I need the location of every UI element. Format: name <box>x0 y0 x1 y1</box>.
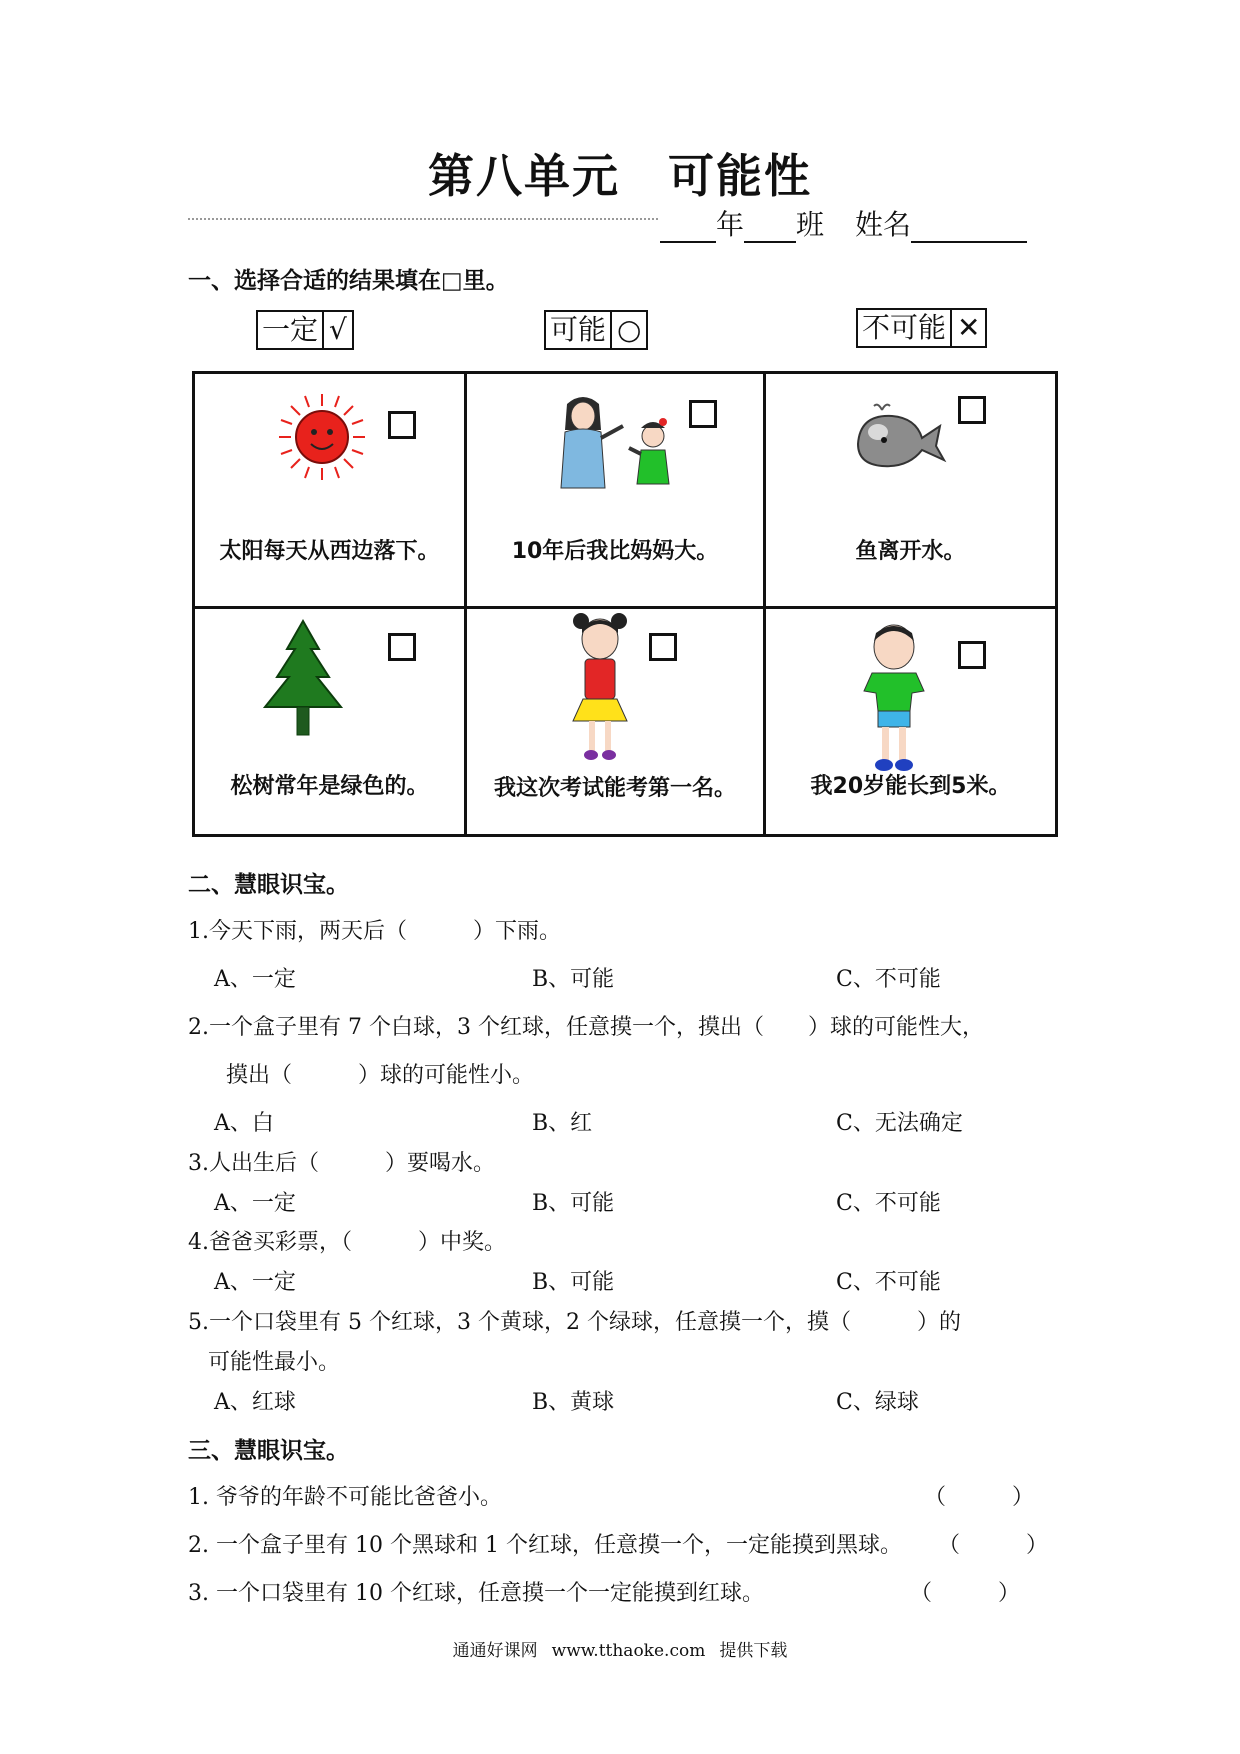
option-a[interactable]: A、白 <box>214 1111 274 1136</box>
judgement-item: 3. 一个口袋里有 10 个红球，任意摸一个一定能摸到红球。 <box>188 1581 764 1606</box>
option-c[interactable]: C、不可能 <box>836 1191 941 1216</box>
option-a[interactable]: A、一定 <box>214 967 296 992</box>
sun-icon <box>277 392 367 482</box>
dotted-separator <box>188 218 658 220</box>
option-b[interactable]: B、可能 <box>532 967 615 992</box>
answer-checkbox[interactable] <box>689 400 717 428</box>
answer-checkbox[interactable] <box>388 411 416 439</box>
pine-tree-icon <box>257 617 349 739</box>
question-3: 3.人出生后（ ）要喝水。 <box>188 1151 495 1176</box>
check-icon: √ <box>329 313 347 346</box>
judgement-item: 1. 爷爷的年龄不可能比爸爸小。 <box>188 1485 502 1510</box>
name-blank[interactable] <box>911 211 1027 243</box>
option-a[interactable]: A、一定 <box>214 1270 296 1295</box>
cross-icon: ✕ <box>957 311 981 344</box>
mother-and-girl-icon <box>549 392 699 492</box>
grid-cell: 松树常年是绿色的。 <box>195 609 464 837</box>
whale-icon <box>852 400 948 472</box>
circle-icon: ○ <box>617 313 642 346</box>
judgement-answer-blank[interactable]: （ ） <box>938 1533 1049 1558</box>
page-title: 第八单元 可能性 <box>428 149 812 203</box>
question-2-line2: 摸出（ ）球的可能性小。 <box>226 1063 535 1088</box>
girl-icon <box>565 611 635 769</box>
grid-cell: 我20岁能长到5米。 <box>766 609 1055 837</box>
legend-possible: 可能 ○ <box>544 310 648 350</box>
boy-icon <box>854 621 934 777</box>
judgement-answer-blank[interactable]: （ ） <box>910 1581 1021 1606</box>
option-c[interactable]: C、无法确定 <box>836 1111 963 1136</box>
grid-cell: 我这次考试能考第一名。 <box>467 609 763 837</box>
footer-link[interactable]: www.tthaoke.com <box>551 1641 706 1661</box>
judgement-item: 2. 一个盒子里有 10 个黑球和 1 个红球，任意摸一个，一定能摸到黑球。 <box>188 1533 902 1558</box>
answer-checkbox[interactable] <box>958 641 986 669</box>
question-4: 4.爸爸买彩票，（ ）中奖。 <box>188 1230 506 1255</box>
option-a[interactable]: A、一定 <box>214 1191 296 1216</box>
option-b[interactable]: B、黄球 <box>532 1390 615 1415</box>
grid-cell: 鱼离开水。 <box>766 374 1055 606</box>
grid-cell: 10年后我比妈妈大。 <box>467 374 763 606</box>
student-info: 年 班 姓名 <box>660 203 1027 243</box>
option-c[interactable]: C、绿球 <box>836 1390 919 1415</box>
answer-checkbox[interactable] <box>958 396 986 424</box>
section3-heading: 三、慧眼识宝。 <box>188 1438 349 1464</box>
page-footer: 通通好课网 www.tthaoke.com 提供下载 <box>452 1641 788 1661</box>
grid-cell: 太阳每天从西边落下。 <box>195 374 464 606</box>
answer-checkbox[interactable] <box>649 633 677 661</box>
judgement-answer-blank[interactable]: （ ） <box>924 1485 1035 1510</box>
question-5-line2: 可能性最小。 <box>208 1350 341 1375</box>
option-c[interactable]: C、不可能 <box>836 967 941 992</box>
section2-heading: 二、慧眼识宝。 <box>188 872 349 898</box>
legend-impossible: 不可能 ✕ <box>856 308 987 348</box>
section1-heading: 一、选择合适的结果填在□里。 <box>188 268 509 294</box>
option-c[interactable]: C、不可能 <box>836 1270 941 1295</box>
legend-certain: 一定 √ <box>256 310 354 350</box>
option-b[interactable]: B、可能 <box>532 1191 615 1216</box>
question-2: 2.一个盒子里有 7 个白球，3 个红球，任意摸一个，摸出（ ）球的可能性大， <box>188 1015 984 1040</box>
answer-checkbox[interactable] <box>388 633 416 661</box>
option-a[interactable]: A、红球 <box>214 1390 296 1415</box>
option-b[interactable]: B、可能 <box>532 1270 615 1295</box>
class-blank[interactable] <box>744 211 796 243</box>
option-b[interactable]: B、红 <box>532 1111 593 1136</box>
question-5: 5.一个口袋里有 5 个红球，3 个黄球，2 个绿球，任意摸一个，摸（ ）的 <box>188 1310 961 1335</box>
question-1: 1.今天下雨，两天后（ ）下雨。 <box>188 919 561 944</box>
picture-grid <box>192 371 1058 837</box>
grade-blank[interactable] <box>660 211 716 243</box>
